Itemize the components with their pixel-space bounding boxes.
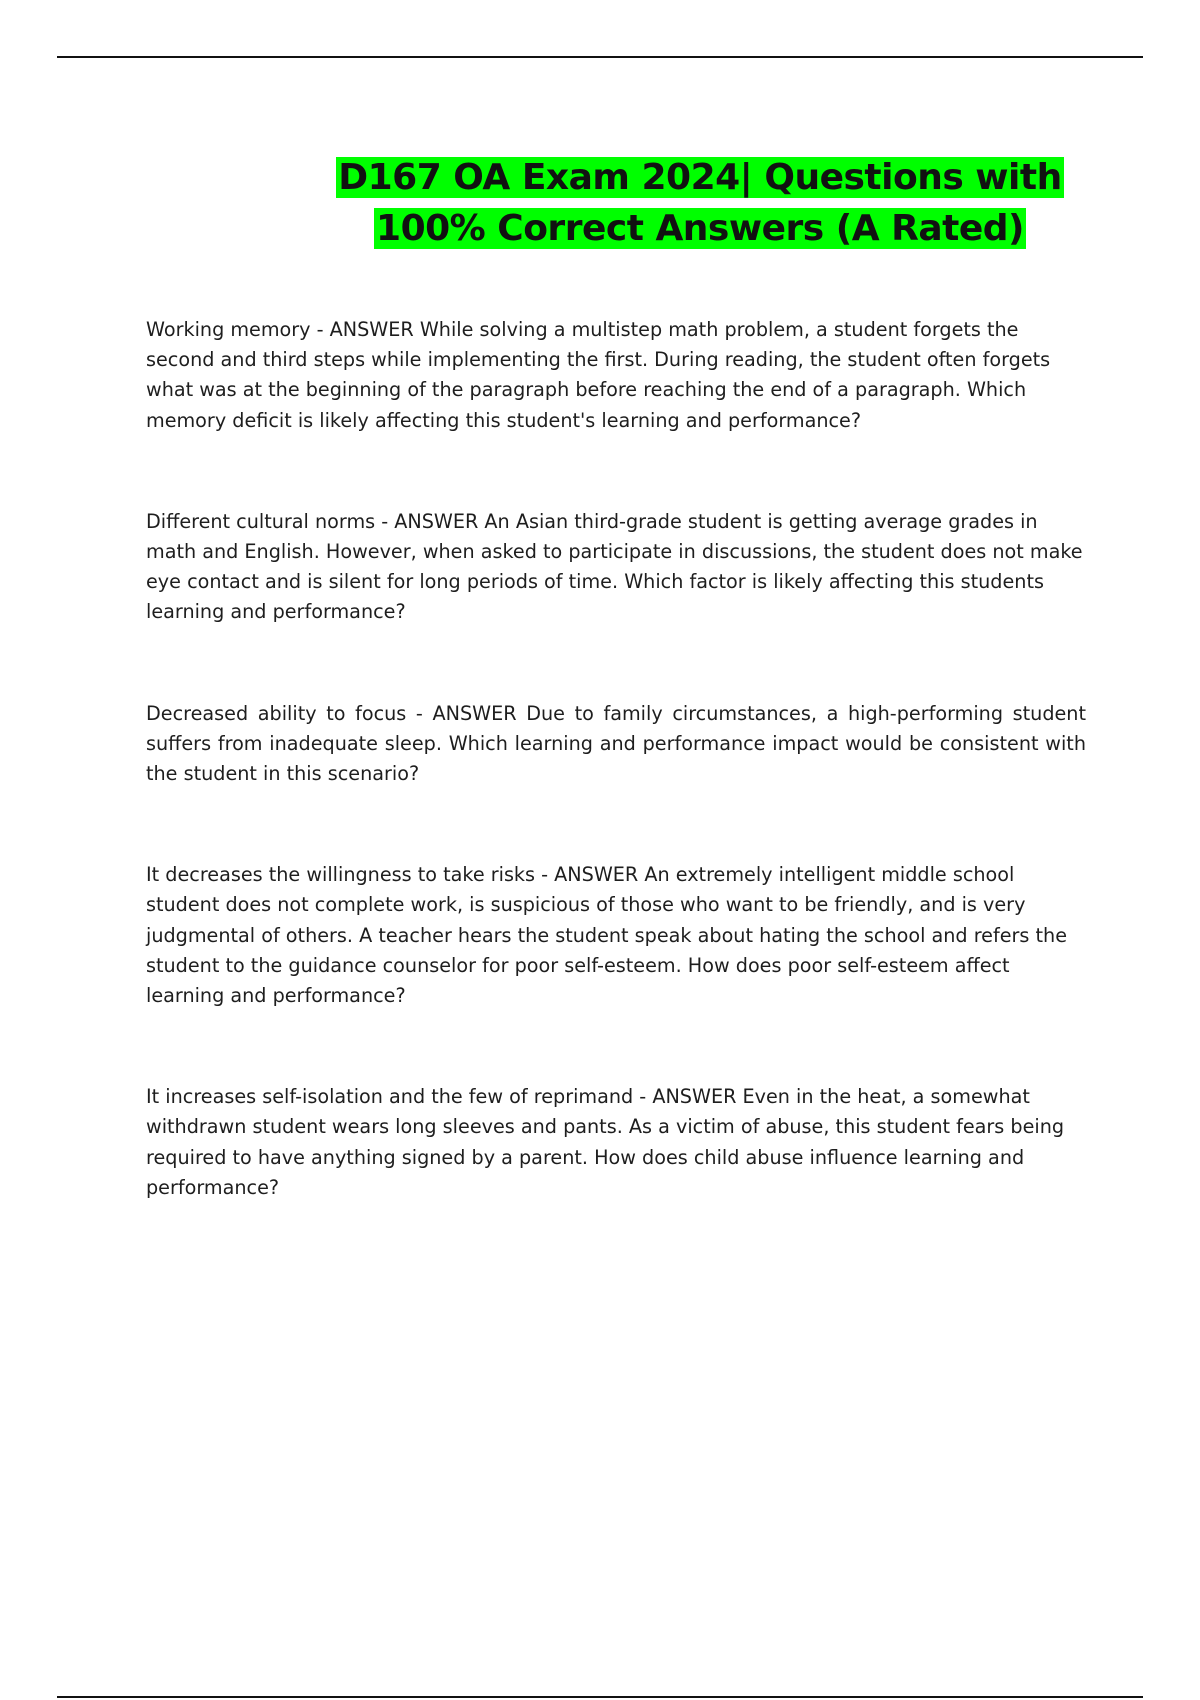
qa-entry-child-abuse: It increases self-isolation and the few of reprimand - ANSWER Even in the heat, a somewhat withdrawn student wears long sleeves and pants. As a victim of abuse, this student fears being required to have anything signed by a parent. How does child abuse influence learning and performance?: [146, 1085, 1065, 1199]
qa-entry-self-esteem: It decreases the willingness to take risks - ANSWER An extremely intelligent middle school student does not complete work, is suspicious of those who want to be friendly, and is very judgmental of others. A teacher hears the student speak about hating the school and refers the student to the guidance counselor for poor self-esteem. How does poor self-esteem affect learning and performance?: [146, 863, 1068, 1008]
qa-entry-working-memory: Working memory - ANSWER While solving a multistep math problem, a student forgets the second and third steps while implementing the first. During reading, the student often forgets what was at the beginning of the paragraph before reaching the end of a paragraph. Which memory deficit is likely affecting this student's learning and performance?: [146, 318, 1051, 432]
header-rule: [57, 56, 1143, 58]
footer-rule: [57, 1696, 1143, 1698]
title-line-1: D167 OA Exam 2024| Questions with: [338, 157, 1062, 198]
document-title: [180, 152, 1200, 254]
qa-list: [146, 315, 1086, 1203]
title-line-2: 100% Correct Answers (A Rated): [376, 208, 1024, 249]
qa-entry-ability-to-focus: Decreased ability to focus - ANSWER Due to family circumstances, a high-performing student suffers from inadequate sleep. Which learning and performance impact would be consistent with the student in this scenario?: [146, 701, 1086, 786]
qa-entry-cultural-norms: Different cultural norms - ANSWER An Asian third-grade student is getting average grades in math and English. However, when asked to participate in discussions, the student does not make eye contact and is silent for long periods of time. Which factor is likely affecting this students learning and performance?: [146, 509, 1083, 624]
